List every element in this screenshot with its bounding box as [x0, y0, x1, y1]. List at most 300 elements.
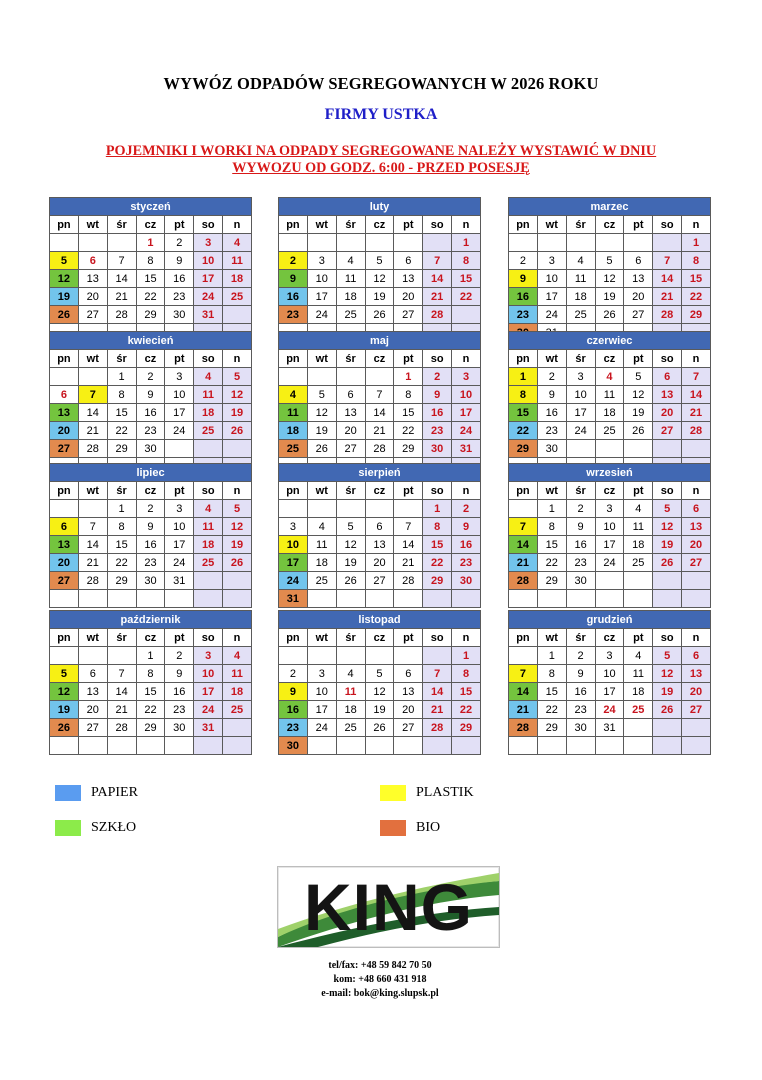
day-cell: 20	[682, 536, 711, 554]
day-cell: 12	[223, 386, 252, 404]
day-cell: 27	[365, 572, 394, 590]
day-cell: 3	[194, 647, 223, 665]
day-cell: 7	[394, 518, 423, 536]
weekday-header: pt	[165, 629, 194, 647]
month-name: październik	[50, 611, 252, 629]
week-row	[50, 701, 252, 719]
week-row	[279, 234, 481, 252]
weekday-header: cz	[595, 350, 624, 368]
day-cell: 24	[307, 306, 336, 324]
day-cell: 8	[452, 252, 481, 270]
day-cell: 28	[423, 306, 452, 324]
day-cell: 27	[336, 440, 365, 458]
day-cell: 27	[78, 719, 107, 737]
day-cell: 9	[566, 518, 595, 536]
day-cell: 18	[194, 404, 223, 422]
day-cell: 6	[653, 368, 682, 386]
day-cell: 21	[107, 288, 136, 306]
week-row	[279, 288, 481, 306]
day-cell: 24	[307, 719, 336, 737]
weekday-header-row	[279, 350, 481, 368]
day-cell: 20	[624, 288, 653, 306]
weekday-header: śr	[566, 629, 595, 647]
weekday-header: śr	[107, 482, 136, 500]
week-row	[279, 306, 481, 324]
weekday-header: so	[653, 350, 682, 368]
week-row	[509, 386, 711, 404]
week-row	[509, 288, 711, 306]
day-cell: 23	[537, 422, 566, 440]
week-row	[50, 665, 252, 683]
day-cell	[336, 500, 365, 518]
day-cell: 5	[365, 665, 394, 683]
day-cell: 8	[537, 665, 566, 683]
day-cell: 5	[653, 500, 682, 518]
day-cell: 27	[624, 306, 653, 324]
weekday-header: n	[682, 482, 711, 500]
day-cell: 23	[165, 288, 194, 306]
day-cell: 23	[423, 422, 452, 440]
day-cell: 3	[537, 252, 566, 270]
day-cell: 31	[194, 306, 223, 324]
day-cell: 12	[50, 270, 79, 288]
day-cell	[194, 590, 223, 608]
day-cell: 16	[136, 536, 165, 554]
day-cell	[653, 737, 682, 755]
day-cell: 16	[537, 404, 566, 422]
day-cell: 22	[136, 288, 165, 306]
day-cell	[624, 737, 653, 755]
day-cell: 15	[107, 536, 136, 554]
weekday-header: n	[223, 482, 252, 500]
day-cell: 26	[595, 306, 624, 324]
day-cell	[336, 234, 365, 252]
weekday-header-row	[50, 482, 252, 500]
month-header-row	[50, 332, 252, 350]
legend-swatch-papier	[55, 785, 81, 801]
day-cell	[107, 234, 136, 252]
day-cell: 3	[194, 234, 223, 252]
day-cell: 28	[78, 440, 107, 458]
weekday-header: so	[423, 216, 452, 234]
day-cell: 17	[537, 288, 566, 306]
day-cell: 24	[537, 306, 566, 324]
day-cell	[336, 647, 365, 665]
day-cell: 17	[452, 404, 481, 422]
day-cell: 23	[452, 554, 481, 572]
weekday-header: cz	[365, 482, 394, 500]
day-cell: 23	[566, 701, 595, 719]
day-cell	[279, 500, 308, 518]
weekday-header: so	[423, 629, 452, 647]
day-cell: 13	[365, 536, 394, 554]
week-row	[50, 234, 252, 252]
day-cell: 14	[653, 270, 682, 288]
day-cell: 8	[136, 252, 165, 270]
day-cell: 30	[537, 440, 566, 458]
day-cell: 5	[336, 518, 365, 536]
day-cell: 1	[452, 647, 481, 665]
month-calendar	[49, 197, 252, 342]
day-cell: 15	[107, 404, 136, 422]
day-cell: 18	[566, 288, 595, 306]
day-cell: 4	[624, 647, 653, 665]
day-cell: 5	[624, 368, 653, 386]
day-cell: 25	[194, 422, 223, 440]
day-cell	[595, 440, 624, 458]
weekday-header: so	[194, 216, 223, 234]
day-cell: 22	[509, 422, 538, 440]
day-cell: 25	[223, 701, 252, 719]
weekday-header: śr	[107, 216, 136, 234]
day-cell: 24	[452, 422, 481, 440]
day-cell	[566, 234, 595, 252]
day-cell: 11	[624, 518, 653, 536]
day-cell: 13	[78, 270, 107, 288]
week-row	[279, 554, 481, 572]
month-calendar	[49, 331, 252, 476]
day-cell: 10	[279, 536, 308, 554]
day-cell: 11	[595, 386, 624, 404]
weekday-header: wt	[537, 482, 566, 500]
day-cell: 3	[307, 252, 336, 270]
day-cell: 14	[682, 386, 711, 404]
week-row	[509, 665, 711, 683]
day-cell: 11	[624, 665, 653, 683]
day-cell: 9	[423, 386, 452, 404]
weekday-header: śr	[336, 216, 365, 234]
day-cell: 24	[194, 288, 223, 306]
week-row	[279, 252, 481, 270]
week-row	[279, 422, 481, 440]
day-cell	[624, 440, 653, 458]
day-cell: 7	[107, 665, 136, 683]
weekday-header: pn	[509, 482, 538, 500]
weekday-header: pt	[394, 482, 423, 500]
day-cell: 20	[394, 701, 423, 719]
weekday-header: pn	[50, 629, 79, 647]
day-cell: 18	[194, 536, 223, 554]
weekday-header: so	[653, 482, 682, 500]
week-row	[50, 368, 252, 386]
weekday-header-row	[279, 629, 481, 647]
day-cell: 16	[165, 683, 194, 701]
day-cell: 15	[136, 683, 165, 701]
day-cell: 16	[423, 404, 452, 422]
day-cell: 6	[50, 386, 79, 404]
day-cell: 11	[336, 270, 365, 288]
weekday-header-row	[509, 216, 711, 234]
month-name: grudzień	[509, 611, 711, 629]
day-cell: 16	[452, 536, 481, 554]
week-row	[509, 737, 711, 755]
day-cell	[279, 647, 308, 665]
day-cell: 17	[194, 270, 223, 288]
weekday-header: n	[452, 629, 481, 647]
week-row	[50, 252, 252, 270]
week-row	[50, 306, 252, 324]
day-cell: 20	[394, 288, 423, 306]
day-cell: 10	[595, 518, 624, 536]
day-cell: 11	[566, 270, 595, 288]
day-cell: 16	[279, 288, 308, 306]
day-cell: 18	[336, 288, 365, 306]
day-cell	[279, 234, 308, 252]
day-cell: 25	[307, 572, 336, 590]
month-header-row	[279, 198, 481, 216]
week-row	[509, 536, 711, 554]
weekday-header: n	[223, 350, 252, 368]
day-cell: 26	[653, 701, 682, 719]
day-cell	[653, 572, 682, 590]
day-cell	[78, 647, 107, 665]
week-row	[509, 422, 711, 440]
day-cell: 2	[537, 368, 566, 386]
legend-label-bio: BIO	[416, 820, 441, 835]
day-cell: 10	[595, 665, 624, 683]
day-cell	[307, 234, 336, 252]
day-cell: 5	[653, 647, 682, 665]
day-cell: 29	[509, 440, 538, 458]
day-cell: 18	[223, 270, 252, 288]
day-cell: 8	[136, 665, 165, 683]
day-cell: 28	[78, 572, 107, 590]
day-cell: 27	[682, 554, 711, 572]
day-cell: 11	[223, 252, 252, 270]
day-cell: 11	[194, 518, 223, 536]
day-cell: 26	[223, 422, 252, 440]
day-cell: 14	[78, 404, 107, 422]
day-cell: 11	[223, 665, 252, 683]
week-row	[50, 518, 252, 536]
notice-line-1: POJEMNIKI I WORKI NA ODPADY SEGREGOWANE NALEŻY WYSTAWIĆ W DNIU	[105, 143, 657, 159]
day-cell: 29	[682, 306, 711, 324]
day-cell: 10	[566, 386, 595, 404]
day-cell: 27	[682, 701, 711, 719]
day-cell	[624, 572, 653, 590]
day-cell	[423, 737, 452, 755]
day-cell	[394, 590, 423, 608]
day-cell: 22	[452, 701, 481, 719]
day-cell: 2	[509, 252, 538, 270]
week-row	[50, 404, 252, 422]
day-cell: 13	[653, 386, 682, 404]
day-cell: 27	[78, 306, 107, 324]
day-cell: 26	[365, 306, 394, 324]
day-cell: 30	[566, 719, 595, 737]
day-cell	[653, 234, 682, 252]
day-cell	[566, 737, 595, 755]
day-cell: 4	[223, 234, 252, 252]
month-header-row	[50, 198, 252, 216]
day-cell: 17	[595, 683, 624, 701]
weekday-header: pt	[165, 482, 194, 500]
day-cell: 2	[452, 500, 481, 518]
day-cell: 7	[107, 252, 136, 270]
day-cell: 13	[78, 683, 107, 701]
day-cell: 1	[682, 234, 711, 252]
weekday-header: so	[194, 629, 223, 647]
day-cell: 23	[509, 306, 538, 324]
weekday-header: pn	[279, 629, 308, 647]
day-cell	[307, 737, 336, 755]
week-row	[509, 572, 711, 590]
day-cell	[78, 368, 107, 386]
day-cell: 14	[78, 536, 107, 554]
day-cell: 24	[566, 422, 595, 440]
day-cell: 19	[50, 701, 79, 719]
day-cell: 2	[165, 234, 194, 252]
week-row	[50, 719, 252, 737]
day-cell	[165, 590, 194, 608]
weekday-header: pn	[509, 350, 538, 368]
day-cell	[50, 368, 79, 386]
weekday-header: cz	[136, 216, 165, 234]
weekday-header: wt	[537, 216, 566, 234]
day-cell: 30	[279, 737, 308, 755]
day-cell: 12	[653, 518, 682, 536]
day-cell: 16	[136, 404, 165, 422]
day-cell: 17	[279, 554, 308, 572]
day-cell: 9	[165, 252, 194, 270]
day-cell: 26	[365, 719, 394, 737]
day-cell: 6	[78, 252, 107, 270]
month-header-row	[50, 611, 252, 629]
day-cell: 9	[165, 665, 194, 683]
day-cell	[50, 590, 79, 608]
day-cell: 3	[165, 368, 194, 386]
day-cell: 25	[336, 306, 365, 324]
day-cell	[279, 368, 308, 386]
month-calendar	[508, 610, 711, 755]
day-cell: 12	[624, 386, 653, 404]
day-cell	[223, 719, 252, 737]
day-cell: 8	[423, 518, 452, 536]
day-cell: 22	[682, 288, 711, 306]
month-name: czerwiec	[509, 332, 711, 350]
weekday-header: pn	[50, 482, 79, 500]
weekday-header: so	[194, 482, 223, 500]
day-cell: 8	[537, 518, 566, 536]
day-cell: 12	[307, 404, 336, 422]
day-cell: 20	[336, 422, 365, 440]
weekday-header: wt	[307, 629, 336, 647]
day-cell: 7	[423, 665, 452, 683]
week-row	[50, 288, 252, 306]
week-row	[279, 368, 481, 386]
day-cell: 22	[136, 701, 165, 719]
month-calendar	[278, 463, 481, 608]
day-cell	[194, 572, 223, 590]
weekday-header: cz	[136, 350, 165, 368]
day-cell: 13	[50, 404, 79, 422]
week-row	[509, 404, 711, 422]
day-cell: 20	[50, 422, 79, 440]
month-header-row	[509, 332, 711, 350]
day-cell	[136, 737, 165, 755]
day-cell: 6	[50, 518, 79, 536]
day-cell: 5	[50, 252, 79, 270]
day-cell: 7	[509, 518, 538, 536]
day-cell: 18	[595, 404, 624, 422]
weekday-header-row	[50, 350, 252, 368]
day-cell: 10	[165, 386, 194, 404]
day-cell: 26	[50, 306, 79, 324]
week-row	[509, 590, 711, 608]
day-cell	[307, 647, 336, 665]
day-cell	[624, 590, 653, 608]
weekday-header: pt	[394, 629, 423, 647]
weekday-header: pn	[50, 350, 79, 368]
weekday-header: pn	[50, 216, 79, 234]
day-cell: 29	[136, 306, 165, 324]
day-cell: 19	[223, 404, 252, 422]
legend-swatch-bio	[380, 820, 406, 836]
month-name: marzec	[509, 198, 711, 216]
month-name: styczeń	[50, 198, 252, 216]
day-cell: 18	[624, 536, 653, 554]
day-cell: 24	[194, 701, 223, 719]
weekday-header: wt	[537, 629, 566, 647]
weekday-header: śr	[566, 216, 595, 234]
day-cell: 19	[336, 554, 365, 572]
day-cell	[107, 737, 136, 755]
day-cell	[78, 737, 107, 755]
weekday-header: n	[223, 216, 252, 234]
day-cell: 9	[279, 270, 308, 288]
week-row	[509, 518, 711, 536]
month-name: kwiecień	[50, 332, 252, 350]
day-cell: 30	[452, 572, 481, 590]
day-cell: 21	[509, 701, 538, 719]
day-cell: 31	[595, 719, 624, 737]
month-header-row	[279, 332, 481, 350]
day-cell: 14	[394, 536, 423, 554]
day-cell: 13	[394, 683, 423, 701]
day-cell: 5	[223, 500, 252, 518]
day-cell: 8	[107, 386, 136, 404]
day-cell: 14	[509, 536, 538, 554]
day-cell: 21	[78, 422, 107, 440]
day-cell: 25	[624, 701, 653, 719]
month-calendar	[278, 610, 481, 755]
week-row	[50, 554, 252, 572]
day-cell	[78, 500, 107, 518]
weekday-header: cz	[365, 629, 394, 647]
day-cell	[307, 368, 336, 386]
day-cell: 2	[423, 368, 452, 386]
weekday-header: cz	[595, 482, 624, 500]
logo-text: KING	[304, 870, 473, 944]
day-cell: 27	[50, 572, 79, 590]
month-calendar	[278, 197, 481, 342]
day-cell: 20	[78, 288, 107, 306]
day-cell: 5	[307, 386, 336, 404]
legend-swatch-szklo	[55, 820, 81, 836]
week-row	[50, 590, 252, 608]
day-cell: 8	[509, 386, 538, 404]
week-row	[50, 270, 252, 288]
day-cell: 11	[307, 536, 336, 554]
day-cell: 31	[165, 572, 194, 590]
day-cell: 25	[624, 554, 653, 572]
day-cell	[509, 647, 538, 665]
day-cell: 14	[509, 683, 538, 701]
day-cell	[223, 572, 252, 590]
day-cell: 13	[394, 270, 423, 288]
week-row	[279, 719, 481, 737]
legend-label-papier: PAPIER	[91, 785, 138, 800]
